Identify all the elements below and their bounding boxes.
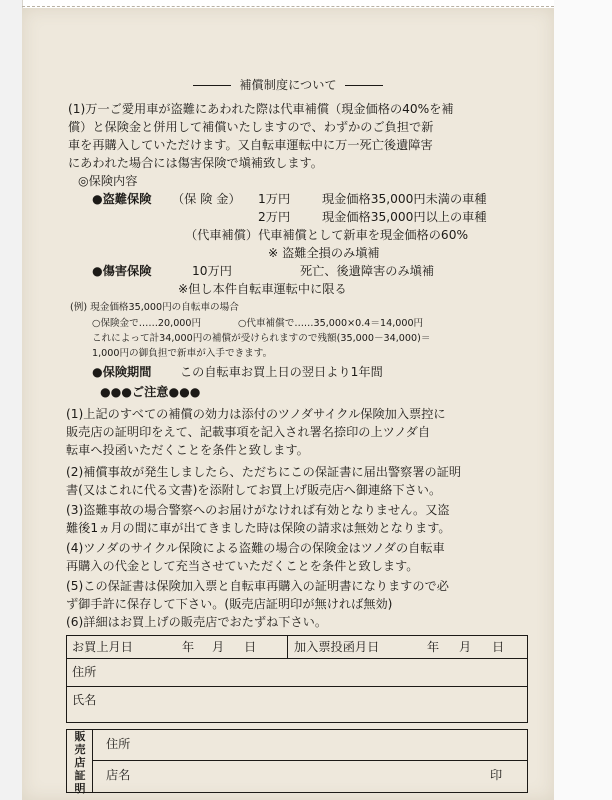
purchase-day-field[interactable]: 日 — [244, 640, 257, 654]
caution-line: 販売店の証明印をえて、記載事項を記入され署名捺印の上ツノダ自 — [66, 425, 431, 439]
intro-line: 償）と保険金と併用して補償いたしますので、わずかのご負担で新 — [68, 120, 434, 134]
caution-line: 難後1ヵ月の間に車が出てきました時は保険の請求は無効となります。 — [66, 521, 451, 535]
customer-address-field[interactable]: 住所 — [72, 665, 97, 679]
heading-rule-left — [193, 85, 231, 86]
store-certification-box — [66, 729, 528, 793]
store-certification-label — [72, 730, 88, 795]
example-line: 1,000円の御負担で新車が入手できます。 — [92, 348, 273, 359]
example-line: (例) 現金価格35,000円の自転車の場合 — [70, 302, 239, 313]
theft-insurance-sub: （保 険 金） — [172, 192, 241, 206]
theft-insurance-label: ●盗難保険 — [92, 192, 152, 206]
heading-text: 補償制度について — [239, 78, 337, 92]
caution-line: 書(又はこれに代る文書)を添附してお買上げ販売店へ御連絡下さい。 — [66, 483, 442, 497]
vertical-char: 店 — [74, 756, 86, 769]
intro-line: 車を再購入していただけます。又自転車運転中に万一死亡後遺障害 — [68, 138, 433, 152]
insurance-period-label: ●保険期間 — [92, 365, 152, 379]
insurance-period-text: この自転車お買上日の翌日より1年間 — [180, 365, 383, 379]
caution-line: (5)この保証書は保険加入票と自転車再購入の証明書になりますので必 — [66, 579, 449, 593]
vertical-char: 販 — [74, 730, 86, 743]
form-divider — [287, 635, 288, 658]
vertical-char: 証 — [74, 769, 86, 782]
caution-line: 転車へ投函いただくことを条件と致します。 — [66, 443, 309, 457]
enroll-month-field[interactable]: 月 — [459, 640, 472, 654]
theft-amount: 2万円 — [258, 210, 291, 224]
vertical-char: 明 — [74, 782, 86, 795]
theft-desc: 現金価格35,000円以上の車種 — [322, 210, 487, 224]
example-line: これによって計34,000円の補償が受けられますので残額(35,000－34,000)＝ — [92, 333, 431, 344]
theft-amount: 1万円 — [258, 192, 291, 206]
customer-name-field[interactable]: 氏名 — [72, 693, 97, 707]
enroll-date-label: 加入票投函月日 — [294, 640, 380, 654]
form-divider — [66, 686, 528, 687]
purchase-date-label: お買上月日 — [72, 640, 133, 654]
injury-note: ※但し本件自転車運転中に限る — [178, 282, 347, 296]
perforation-line — [22, 6, 554, 7]
caution-line: (6)詳細はお買上げの販売店でおたずね下さい。 — [66, 615, 328, 629]
section-heading — [22, 77, 554, 93]
seal-mark: 印 — [490, 768, 503, 782]
replacement-compensation: （代車補償）代車補償として新車を現金価格の60% — [185, 228, 469, 242]
caution-line: (1)上記のすべての補償の効力は添付のツノダサイクル保険加入票控に — [66, 407, 446, 421]
example-line: ○代車補償で……35,000×0.4＝14,000円 — [238, 318, 424, 329]
example-line: ○保険金で……20,000円 — [92, 318, 202, 329]
store-address-field[interactable]: 住所 — [106, 737, 131, 751]
left-page-edge — [0, 0, 23, 800]
caution-line: 再購入の代金として充当させていただくことを条件と致します。 — [66, 559, 419, 573]
caution-line: (3)盗難事故の場合警察へのお届けがなければ有効となりません。又盗 — [66, 503, 450, 517]
intro-line: にあわれた場合には傷害保険で塡補致します。 — [68, 156, 323, 170]
warranty-card — [22, 8, 554, 800]
enroll-day-field[interactable]: 日 — [492, 640, 505, 654]
injury-insurance-label: ●傷害保険 — [92, 264, 152, 278]
store-name-field[interactable]: 店名 — [106, 768, 131, 782]
enroll-year-field[interactable]: 年 — [427, 640, 440, 654]
right-margin — [554, 0, 612, 800]
caution-title: ●●●ご注意●●● — [100, 385, 201, 399]
caution-line: (4)ツノダのサイクル保険による盗難の場合の保険金はツノダの自転車 — [66, 541, 445, 555]
theft-desc: 現金価格35,000円未満の車種 — [322, 192, 487, 206]
coverage-title: ◎保険内容 — [78, 174, 138, 188]
injury-amount: 10万円 — [192, 264, 232, 278]
intro-line: (1)万一ご愛用車が盗難にあわれた際は代車補償（現金価格の40%を補 — [68, 102, 454, 116]
purchase-year-field[interactable]: 年 — [182, 640, 195, 654]
caution-line: ず御手許に保存して下さい。(販売店証明印が無ければ無効) — [66, 597, 393, 611]
purchase-month-field[interactable]: 月 — [212, 640, 225, 654]
vertical-char: 売 — [74, 743, 86, 756]
form-divider — [66, 658, 528, 659]
form-divider — [92, 760, 528, 761]
caution-line: (2)補償事故が発生しましたら、ただちにこの保証書に届出警察署の証明 — [66, 465, 462, 479]
theft-note: ※ 盗難全損のみ塡補 — [268, 246, 380, 260]
heading-rule-right — [345, 85, 383, 86]
form-divider — [92, 729, 93, 793]
injury-desc: 死亡、後遺障害のみ塡補 — [300, 264, 435, 278]
